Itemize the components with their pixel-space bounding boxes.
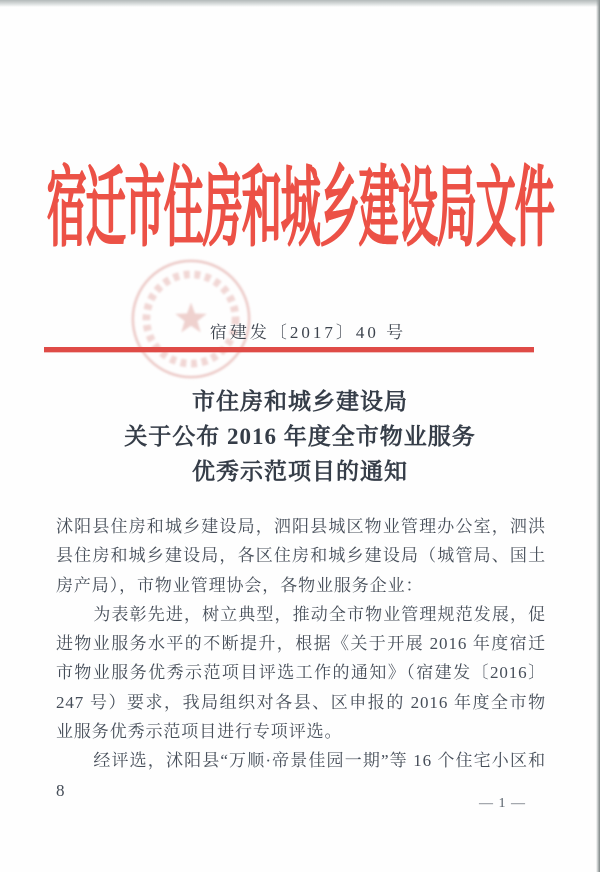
document-title-line-3: 优秀示范项目的通知 (192, 459, 408, 484)
body-paragraph-1: 为表彰先进，树立典型，推动全市物业管理规范发展，促进物业服务水平的不断提升，根据《关于开展 2016 年度宿迁市物业服务优秀示范项目评选工作的通知》（宿建发〔2016〕247 号）要求，我局组织对各县、区申报的 2016 年度全市物业服务优秀示范项目进行专项评选。 (56, 604, 546, 742)
red-separator-line (44, 347, 534, 352)
doc-reference-number: 宿建发〔2017〕40 号 (209, 323, 407, 342)
page-number: — 1 — (479, 796, 526, 811)
document-title (0, 384, 600, 489)
body-paragraph-2: 经评选，沭阳县“万顺·帝景佳园一期”等 16 个住宅小区和 8 (56, 751, 546, 800)
agency-red-header-banner: 宿迁市住房和城乡建设局文件 (46, 158, 554, 258)
scan-top-edge (0, 0, 600, 7)
recipients-paragraph: 沭阳县住房和城乡建设局，泗阳县城区物业管理办公室，泗洪县住房和城乡建设局，各区住房和城乡建设局（城管局、国土房产局），市物业管理协会，各物业服务企业： (56, 517, 546, 595)
document-body (56, 512, 546, 805)
document-title-line-1: 市住房和城乡建设局 (192, 389, 408, 414)
document-title-line-2: 关于公布 2016 年度全市物业服务 (124, 424, 476, 449)
